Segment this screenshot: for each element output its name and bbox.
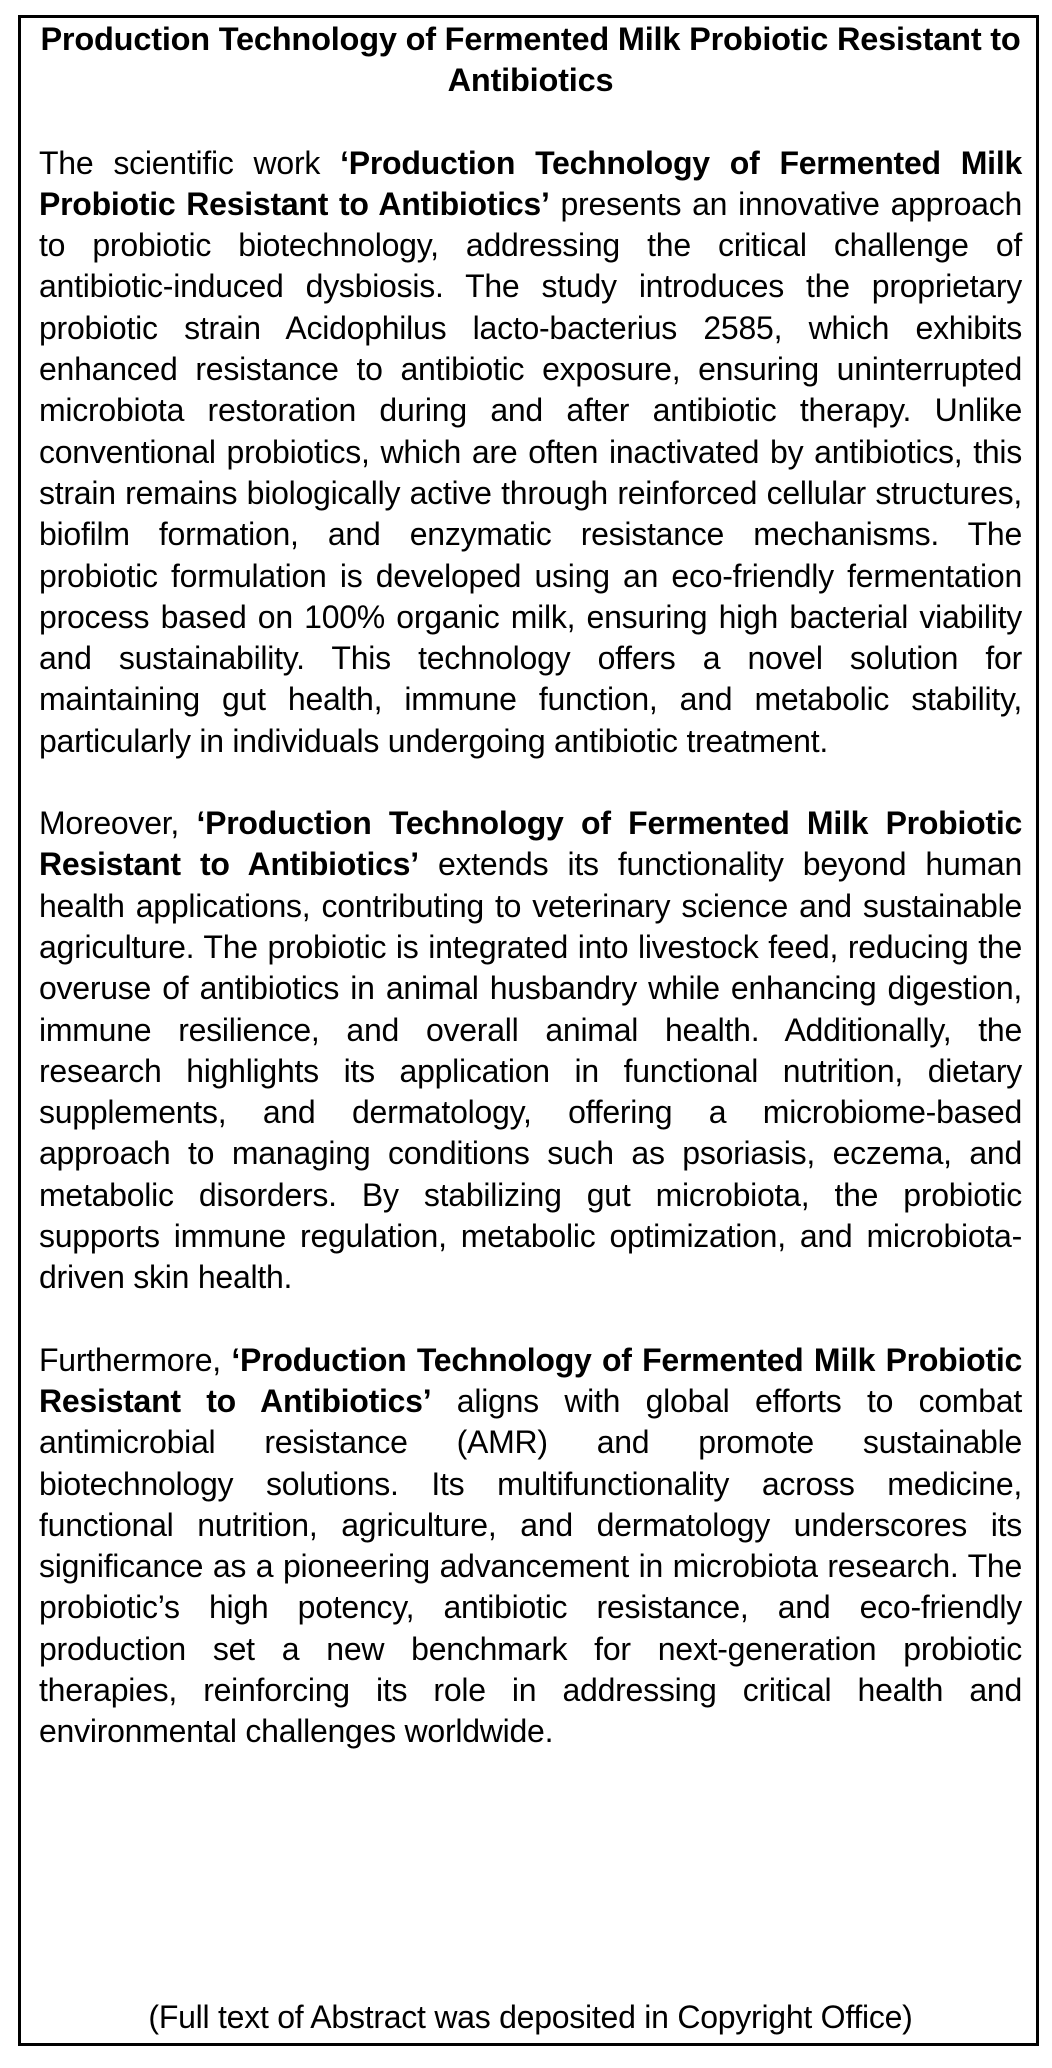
paragraph-text: Moreover, — [39, 805, 197, 842]
work-title-mention: ‘Production Technology of Fermented Milk Probiotic Resistant to Antibiotics’ — [39, 805, 1023, 883]
paragraph-text: Furthermore, — [39, 1341, 232, 1378]
paragraph-text: The scientific work — [39, 144, 341, 181]
abstract-paragraph — [39, 143, 1022, 762]
work-title-mention: ‘Production Technology of Fermented Milk Probiotic Resistant to Antibiotics’ — [39, 144, 1023, 222]
abstract-body — [39, 143, 1022, 1794]
paragraph-text: presents an innovative approach to probiotic biotechnology, addressing the critical challenge of antibiotic-induced dysbiosis. The study introduces the proprietary probiotic strain Acidophilus lacto-bacterius 2585, which exhibits enhanced resistance to antibiotic exposure, ensuring uninterrupted microbiota restoration during and after antibiotic therapy. Unlike conventional probiotics, which are often inactivated by antibiotics, this strain remains biologically active through reinforced cellular structures, biofilm formation, and enzymatic resistance mechanisms. The probiotic formulation is developed using an eco-friendly fermentation process based on 100% organic milk, ensuring high bacterial viability and sustainability. This technology offers a novel solution for maintaining gut health, immune function, and metabolic stability, particularly in individuals undergoing antibiotic treatment. — [39, 185, 1023, 759]
abstract-paragraph — [39, 1340, 1022, 1753]
copyright-deposit-note: (Full text of Abstract was deposited in Copyright Office) — [148, 1998, 913, 2035]
paragraph-text: extends its functionality beyond human health applications, contributing to veterinary science and sustainable agriculture. The probiotic is integrated into livestock feed, reducing the overuse of antibiotics in animal husbandry while enhancing digestion, immune resilience, and overall animal health. Additionally, the research highlights its application in functional nutrition, dietary supplements, and dermatology, offering a microbiome-based approach to managing conditions such as psoriasis, eczema, and metabolic disorders. By stabilizing gut microbiota, the probiotic supports immune regulation, metabolic optimization, and microbiota-driven skin health. — [39, 846, 1023, 1296]
paragraph-text: aligns with global efforts to combat antimicrobial resistance (AMR) and promote sustainable biotechnology solutions. Its multifunctionality across medicine, functional nutrition, agriculture, and dermatology underscores its significance as a pioneering advancement in microbiota research. The probiotic’s high potency, antibiotic resistance, and eco-friendly production set a new benchmark for next-generation probiotic therapies, reinforcing its role in addressing critical health and environmental challenges worldwide. — [39, 1382, 1023, 1750]
abstract-paragraph — [39, 803, 1022, 1299]
abstract-box — [18, 15, 1039, 2046]
document-title: Production Technology of Fermented Milk Probiotic Resistant to Antibiotics — [40, 21, 1021, 99]
work-title-mention: ‘Production Technology of Fermented Milk Probiotic Resistant to Antibiotics’ — [39, 1341, 1023, 1419]
